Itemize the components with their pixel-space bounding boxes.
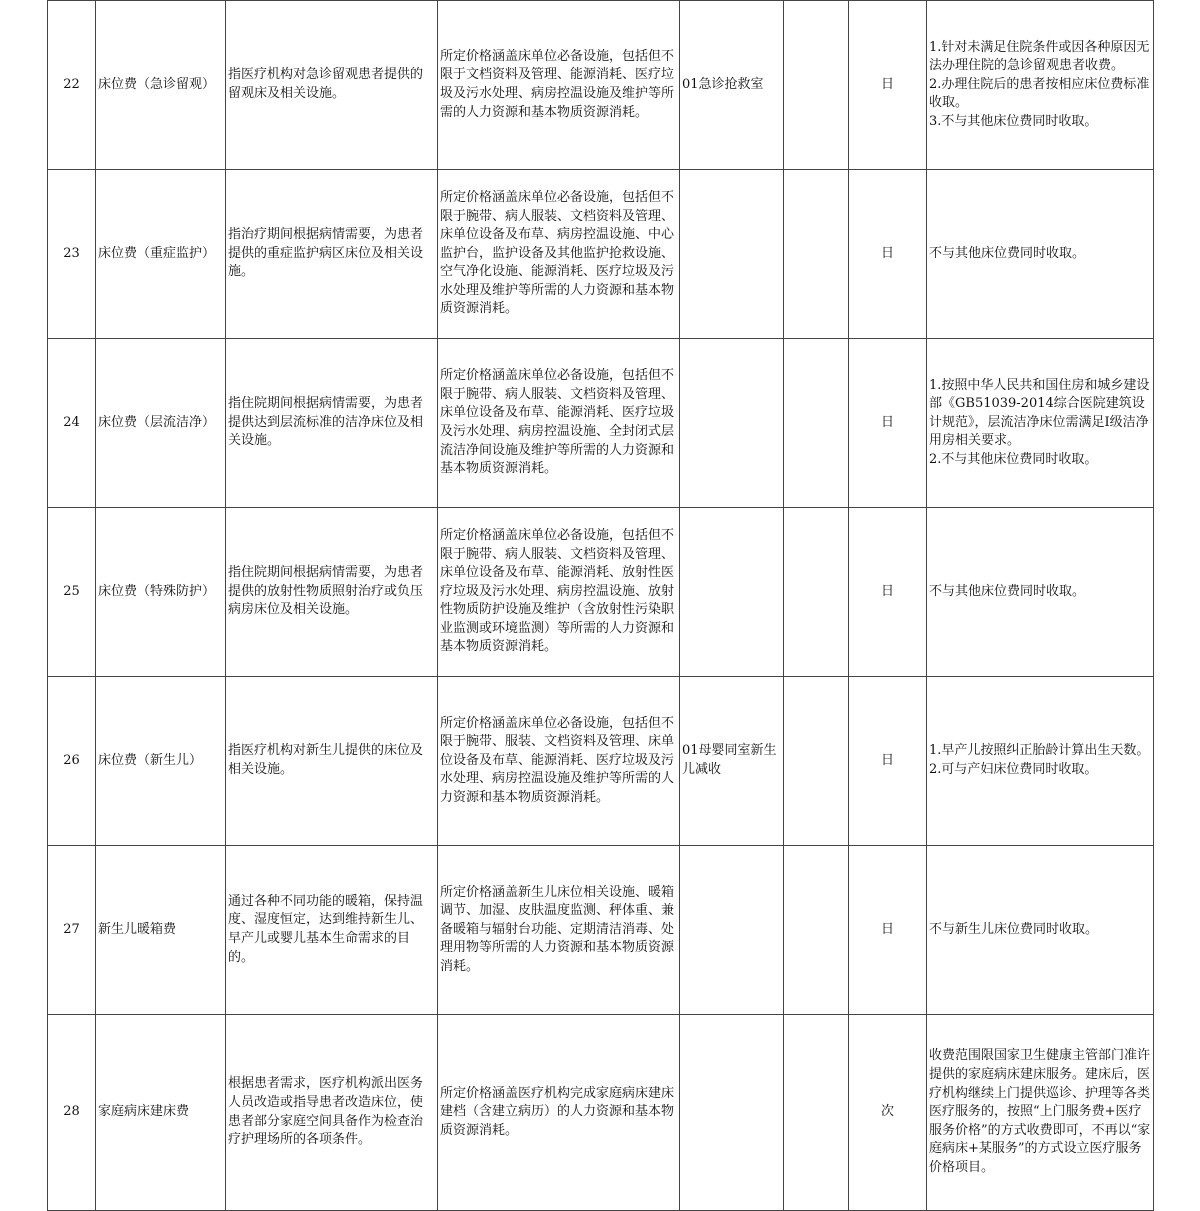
item-number: 24 — [48, 339, 96, 508]
item-extension: 01母婴同室新生儿减收 — [680, 677, 784, 846]
item-number: 28 — [48, 1015, 96, 1211]
item-unit: 日 — [849, 170, 927, 339]
table-row — [48, 170, 1154, 339]
item-name: 床位费（层流洁净） — [96, 339, 226, 508]
item-notes: 不与其他床位费同时收取。 — [927, 508, 1154, 677]
item-extension — [680, 339, 784, 508]
item-unit: 次 — [849, 1015, 927, 1211]
item-notes: 收费范围限国家卫生健康主管部门准许提供的家庭病床建床服务。建床后，医疗机构继续上门提供巡诊、护理等各类医疗服务的，按照“上门服务费+医疗服务价格”的方式收费即可，不再以“家庭病床+某服务”的方式设立医疗服务价格项目。 — [927, 1015, 1154, 1211]
table-row — [48, 1, 1154, 170]
item-blank-cell — [784, 677, 849, 846]
item-extension — [680, 508, 784, 677]
item-resources: 所定价格涵盖床单位必备设施，包括但不限于文档资料及管理、能源消耗、医疗垃圾及污水处理、病房控温设施及维护等所需的人力资源和基本物质资源消耗。 — [438, 1, 680, 170]
item-unit: 日 — [849, 1, 927, 170]
item-blank-cell — [784, 846, 849, 1015]
item-name: 床位费（特殊防护） — [96, 508, 226, 677]
item-blank-cell — [784, 339, 849, 508]
item-connotation: 指住院期间根据病情需要，为患者提供达到层流标准的洁净床位及相关设施。 — [226, 339, 438, 508]
item-connotation: 指医疗机构对新生儿提供的床位及相关设施。 — [226, 677, 438, 846]
item-name: 床位费（重症监护） — [96, 170, 226, 339]
table-row — [48, 846, 1154, 1015]
item-resources: 所定价格涵盖床单位必备设施，包括但不限于腕带、病人服装、文档资料及管理、床单位设备及布草、病房控温设施、中心监护台，监护设备及其他监护抢救设施、空气净化设施、能源消耗、医疗垃圾及污水处理及维护等所需的人力资源和基本物质资源消耗。 — [438, 170, 680, 339]
item-notes: 1.针对未满足住院条件或因各种原因无法办理住院的急诊留观患者收费。 2.办理住院后的患者按相应床位费标准收取。 3.不与其他床位费同时收取。 — [927, 1, 1154, 170]
item-connotation: 根据患者需求，医疗机构派出医务人员改造或指导患者改造床位，使患者部分家庭空间具备作为检查治疗护理场所的各项条件。 — [226, 1015, 438, 1211]
item-extension: 01急诊抢救室 — [680, 1, 784, 170]
table-row — [48, 677, 1154, 846]
item-connotation: 指住院期间根据病情需要，为患者提供的放射性物质照射治疗或负压病房床位及相关设施。 — [226, 508, 438, 677]
item-notes: 不与其他床位费同时收取。 — [927, 170, 1154, 339]
item-connotation: 通过各种不同功能的暖箱，保持温度、湿度恒定，达到维持新生儿、早产儿或婴儿基本生命需求的目的。 — [226, 846, 438, 1015]
item-extension — [680, 1015, 784, 1211]
item-resources: 所定价格涵盖床单位必备设施，包括但不限于腕带、病人服装、文档资料及管理、床单位设备及布草、能源消耗、放射性医疗垃圾及污水处理、病房控温设施、放射性物质防护设施及维护（含放射性污染职业监测或环境监测）等所需的人力资源和基本物质资源消耗。 — [438, 508, 680, 677]
item-number: 25 — [48, 508, 96, 677]
table-row — [48, 339, 1154, 508]
item-notes: 1.按照中华人民共和国住房和城乡建设部《GB51039-2014综合医院建筑设计规范》，层流洁净床位需满足I级洁净用房相关要求。 2.不与其他床位费同时收取。 — [927, 339, 1154, 508]
item-name: 床位费（新生儿） — [96, 677, 226, 846]
item-name: 家庭病床建床费 — [96, 1015, 226, 1211]
item-blank-cell — [784, 170, 849, 339]
item-resources: 所定价格涵盖床单位必备设施，包括但不限于腕带、服装、文档资料及管理、床单位设备及布草、能源消耗、医疗垃圾及污水处理、病房控温设施及维护等所需的人力资源和基本物质资源消耗。 — [438, 677, 680, 846]
item-unit: 日 — [849, 339, 927, 508]
item-resources: 所定价格涵盖新生儿床位相关设施、暖箱调节、加湿、皮肤温度监测、秤体重、兼备暖箱与辐射台功能、定期清洁消毒、处理用物等所需的人力资源和基本物质资源消耗。 — [438, 846, 680, 1015]
item-extension — [680, 846, 784, 1015]
item-connotation: 指治疗期间根据病情需要，为患者提供的重症监护病区床位及相关设施。 — [226, 170, 438, 339]
item-number: 26 — [48, 677, 96, 846]
medical-fee-table — [47, 0, 1154, 1211]
item-blank-cell — [784, 1015, 849, 1211]
table-row — [48, 508, 1154, 677]
item-number: 27 — [48, 846, 96, 1015]
item-blank-cell — [784, 1, 849, 170]
item-resources: 所定价格涵盖床单位必备设施，包括但不限于腕带、病人服装、文档资料及管理、床单位设备及布草、能源消耗、医疗垃圾及污水处理、病房控温设施、全封闭式层流洁净间设施及维护等所需的人力资源和基本物质资源消耗。 — [438, 339, 680, 508]
item-notes: 1.早产儿按照纠正胎龄计算出生天数。 2.可与产妇床位费同时收取。 — [927, 677, 1154, 846]
item-resources: 所定价格涵盖医疗机构完成家庭病床建床建档（含建立病历）的人力资源和基本物质资源消耗。 — [438, 1015, 680, 1211]
item-blank-cell — [784, 508, 849, 677]
item-extension — [680, 170, 784, 339]
item-unit: 日 — [849, 508, 927, 677]
item-number: 22 — [48, 1, 96, 170]
item-unit: 日 — [849, 677, 927, 846]
item-name: 新生儿暖箱费 — [96, 846, 226, 1015]
item-unit: 日 — [849, 846, 927, 1015]
item-connotation: 指医疗机构对急诊留观患者提供的留观床及相关设施。 — [226, 1, 438, 170]
table-row — [48, 1015, 1154, 1211]
item-number: 23 — [48, 170, 96, 339]
item-name: 床位费（急诊留观） — [96, 1, 226, 170]
item-notes: 不与新生儿床位费同时收取。 — [927, 846, 1154, 1015]
